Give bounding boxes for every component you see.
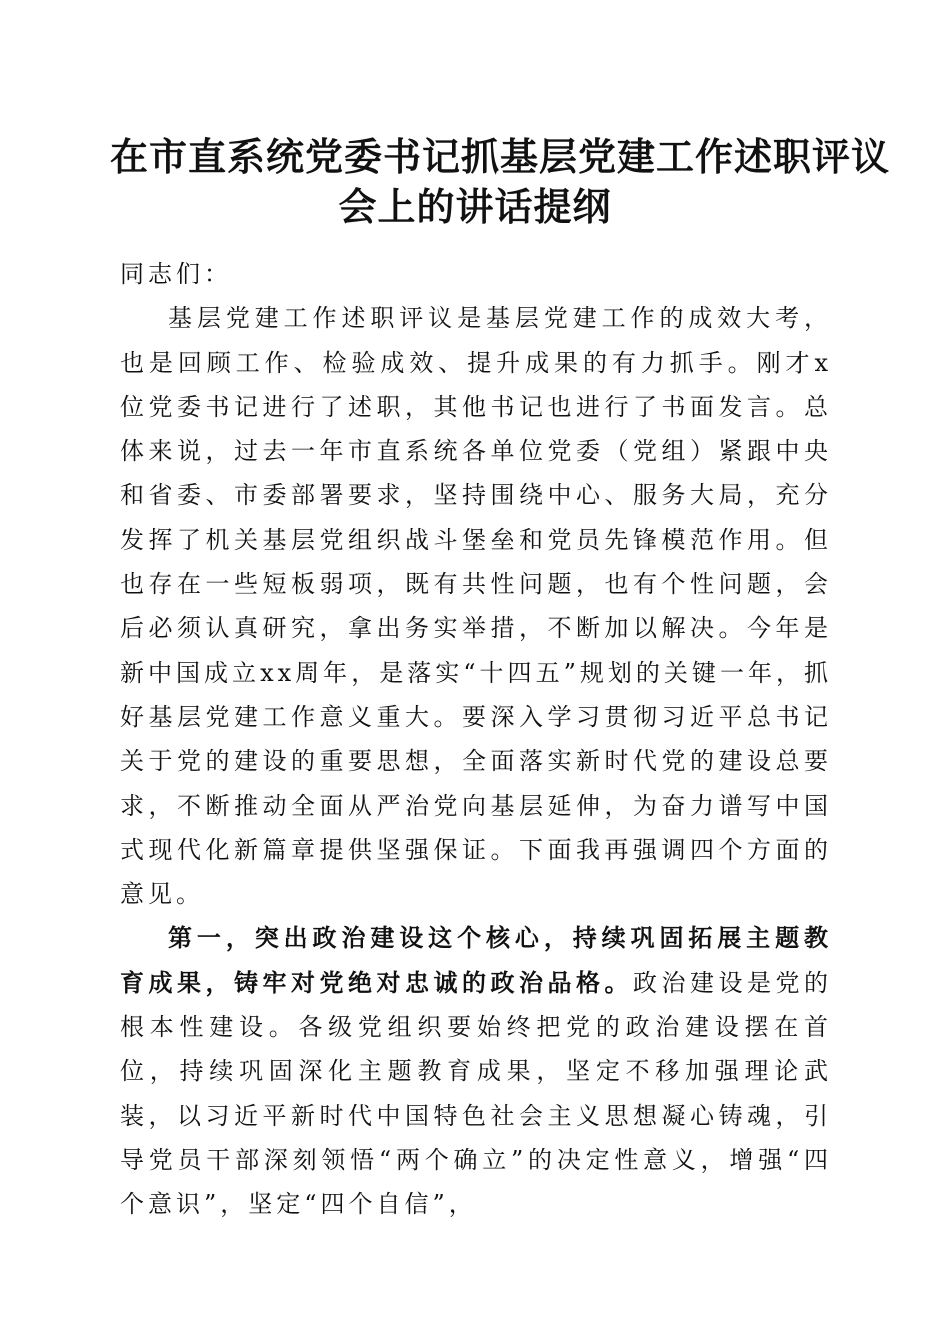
title-line-2: 会上的讲话提纲 bbox=[338, 184, 612, 229]
document-body bbox=[120, 252, 832, 1227]
paragraph-point-one-heading: 第一，突出政治建设这个核心，持续巩固拓展主题教育成果，铸牢对党绝对忠诚的政治品格。 bbox=[120, 923, 832, 997]
paragraph-point-one-body: 政治建设是党的根本性建设。各级党组织要始终把党的政治建设摆在首位，持续巩固深化主题教育成果，坚定不移加强理论武装，以习近平新时代中国特色社会主义思想凝心铸魂，引导党员干部深刻领悟“两个确立”的决定性意义，增强“四个意识”，坚定“四个自信”， bbox=[120, 968, 832, 1219]
paragraph-point-one bbox=[120, 916, 832, 1226]
paragraph-intro: 基层党建工作述职评议是基层党建工作的成效大考，也是回顾工作、检验成效、提升成果的有力抓手。刚才x位党委书记进行了述职，其他书记也进行了书面发言。总体来说，过去一年市直系统各单位党委（党组）紧跟中央和省委、市委部署要求，坚持围绕中心、服务大局，充分发挥了机关基层党组织战斗堡垒和党员先锋模范作用。但也存在一些短板弱项，既有共性问题，也有个性问题，会后必须认真研究，拿出务实举措，不断加以解决。今年是新中国成立xx周年，是落实“十四五”规划的关键一年，抓好基层党建工作意义重大。要深入学习贯彻习近平总书记关于党的建设的重要思想，全面落实新时代党的建设总要求，不断推动全面从严治党向基层延伸，为奋力谱写中国式现代化新篇章提供坚强保证。下面我再强调四个方面的意见。 bbox=[120, 304, 832, 909]
document-title bbox=[110, 132, 891, 232]
title-line-1: 在市直系统党委书记抓基层党建工作述职评议 bbox=[110, 134, 891, 179]
salutation: 同志们： bbox=[120, 260, 232, 288]
